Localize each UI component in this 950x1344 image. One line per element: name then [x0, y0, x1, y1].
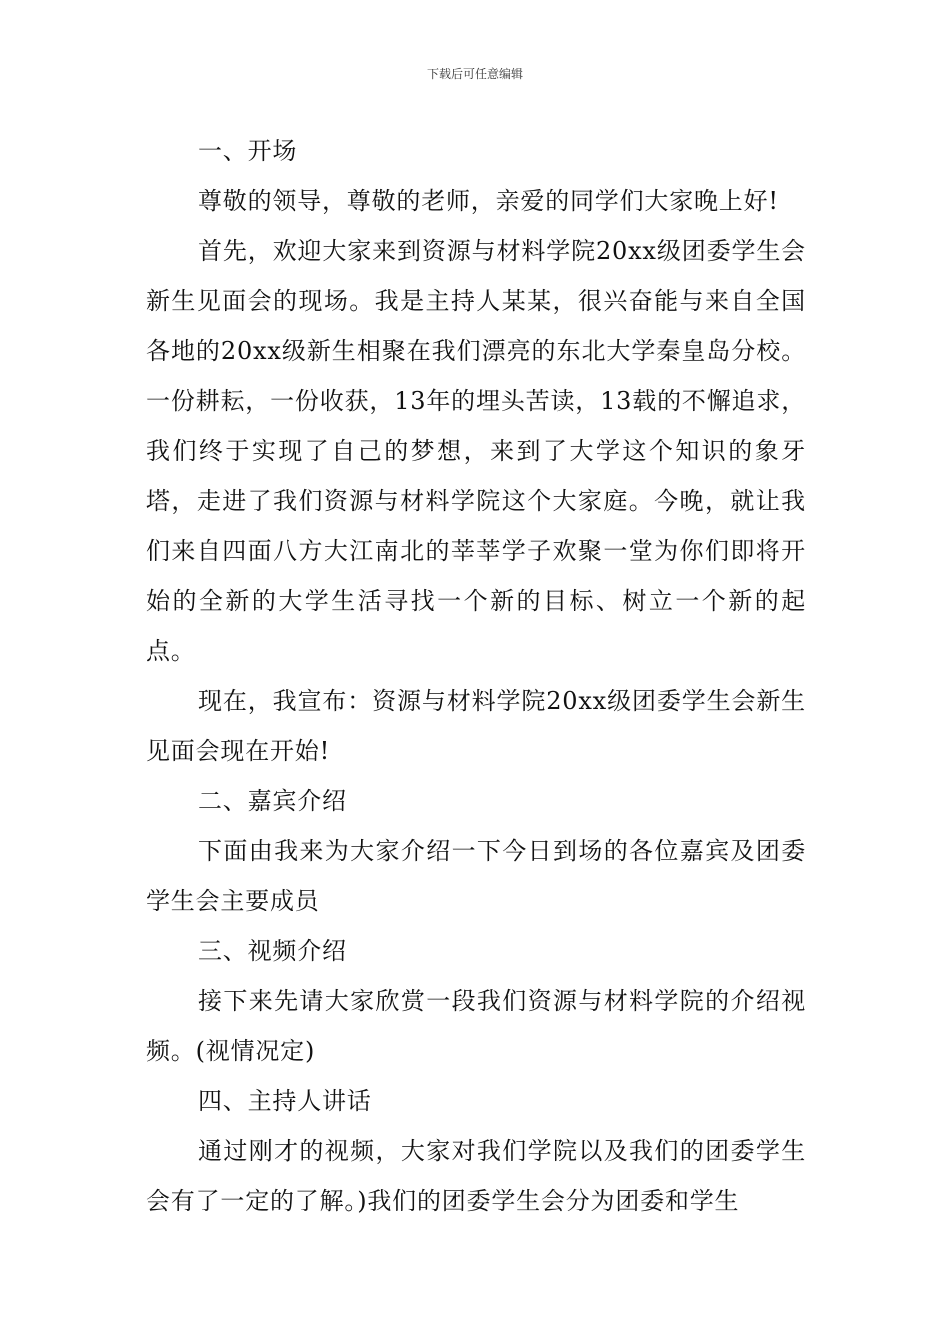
- document-body: [146, 126, 806, 1226]
- section-heading-host-speech: 四、主持人讲话: [198, 1087, 372, 1115]
- announcement-paragraph: 现在，我宣布：资源与材料学院20xx级团委学生会新生见面会现在开始!: [146, 687, 806, 765]
- greeting-paragraph: 尊敬的领导，尊敬的老师，亲爱的同学们大家晚上好!: [198, 187, 779, 215]
- host-speech-paragraph: 通过刚才的视频，大家对我们学院以及我们的团委学生会有了一定的了解。)我们的团委学生会分为团委和学生: [146, 1137, 806, 1215]
- guests-paragraph: 下面由我来为大家介绍一下今日到场的各位嘉宾及团委学生会主要成员: [146, 837, 806, 915]
- section-heading-guests: 二、嘉宾介绍: [198, 787, 347, 815]
- video-paragraph: 接下来先请大家欣赏一段我们资源与材料学院的介绍视频。(视情况定): [146, 987, 806, 1065]
- section-heading-opening: 一、开场: [198, 137, 298, 165]
- page-header: 下载后可任意编辑: [426, 67, 523, 81]
- section-heading-video: 三、视频介绍: [198, 937, 347, 965]
- welcome-paragraph: 首先，欢迎大家来到资源与材料学院20xx级团委学生会新生见面会的现场。我是主持人某某，很兴奋能与来自全国各地的20xx级新生相聚在我们漂亮的东北大学秦皇岛分校。一份耕耘，一份收获，13年的埋头苦读，13载的不懈追求，我们终于实现了自己的梦想，来到了大学这个知识的象牙塔，走进了我们资源与材料学院这个大家庭。今晚，就让我们来自四面八方大江南北的莘莘学子欢聚一堂为你们即将开始的全新的大学生活寻找一个新的目标、树立一个新的起点。: [146, 237, 806, 665]
